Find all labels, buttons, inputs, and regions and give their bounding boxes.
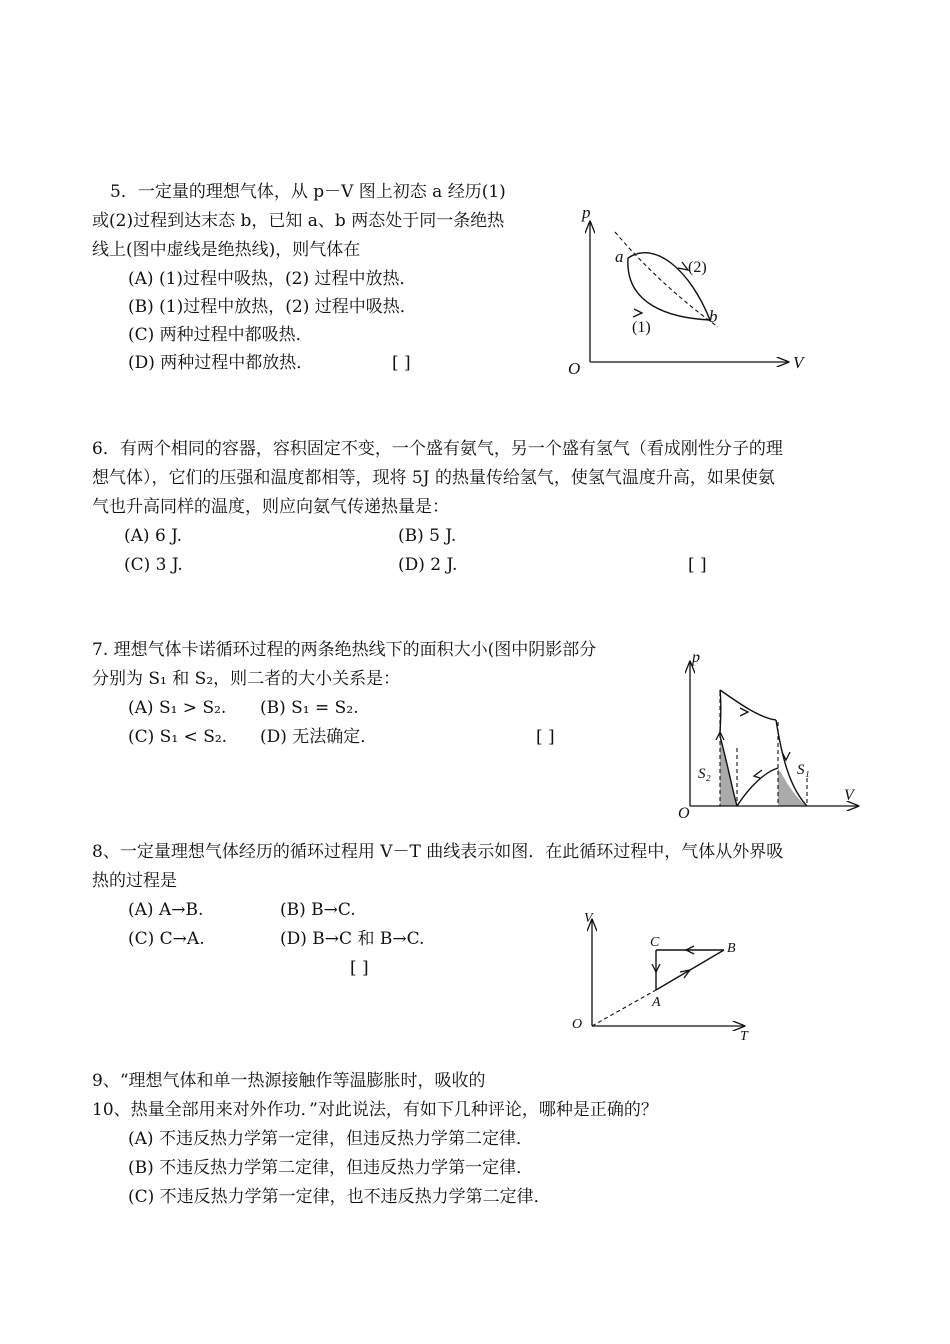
q7-arrow-bottom: [754, 770, 762, 778]
q9-stem-line-2: 10、热量全部用来对外作功．”对此说法，有如下几种评论，哪种是正确的？: [92, 1100, 658, 1120]
q5-option-c: (C) 两种过程中都吸热．: [128, 325, 313, 345]
q5-option-b: (B) (1)过程中放热，(2) 过程中吸热．: [128, 297, 417, 317]
q9-option-c: (C) 不违反热力学第一定律，也不违反热力学第二定律．: [128, 1187, 551, 1207]
q6-option-c: (C) 3 J.: [124, 555, 183, 575]
q7-p-label: p: [692, 649, 700, 666]
q6-option-b: (B) 5 J.: [398, 526, 457, 546]
q7-s2-label: S₂: [698, 766, 711, 782]
q9-option-b: (B) 不违反热力学第二定律，但违反热力学第一定律．: [128, 1158, 534, 1178]
q8-point-a: A: [652, 995, 661, 1010]
q5-p-label: p: [582, 203, 591, 222]
q8-point-b: B: [727, 941, 736, 956]
q7-carnot-diagram: [670, 648, 870, 820]
q5-state-a: a: [615, 247, 624, 266]
q5-origin-label: O: [568, 359, 581, 378]
q8-t-label: T: [740, 1029, 748, 1044]
q5-path-2-label: (2): [688, 259, 707, 276]
q7-s1-label: S₁: [797, 762, 810, 778]
q8-option-c: (C) C→A.: [128, 929, 205, 949]
q5-pv-diagram: [560, 200, 820, 380]
q8-stem-line-2: 热的过程是: [92, 871, 177, 891]
q5-arrow-2: [678, 262, 688, 270]
q8-origin-line: [592, 990, 656, 1026]
q8-option-d: (D) B→C 和 B→C.: [280, 929, 425, 949]
q9-stem-line-1: 9、“理想气体和单一热源接触作等温膨胀时，吸收的: [92, 1071, 486, 1091]
q5-answer-bracket: [ ]: [392, 353, 411, 373]
q8-option-b: (B) B→C.: [280, 900, 356, 920]
q7-stem-line-2: 分别为 S₁ 和 S₂，则二者的大小关系是：: [92, 669, 401, 689]
q7-option-c: (C) S₁ < S₂.: [128, 727, 228, 747]
q7-v-label: V: [844, 787, 854, 804]
q8-option-a: (A) A→B.: [128, 900, 204, 920]
q7-option-d: (D) 无法确定．: [260, 727, 378, 747]
q6-stem-line-3: 气也升高同样的温度，则应向氨气传递热量是：: [92, 497, 449, 517]
q8-arrow-ab: [680, 970, 690, 978]
q5-stem-line-3: 线上(图中虚线是绝热线)，则气体在: [92, 240, 361, 260]
q8-v-label: V: [584, 911, 593, 926]
q8-answer-bracket: [ ]: [350, 958, 369, 978]
q5-option-d: (D) 两种过程中都放热．: [128, 353, 314, 373]
q6-option-d: (D) 2 J.: [398, 555, 458, 575]
q7-isotherm-hot: [720, 690, 776, 720]
q8-vt-diagram: [566, 908, 766, 1043]
q7-option-a: (A) S₁ > S₂.: [128, 698, 227, 718]
q6-option-a: (A) 6 J.: [124, 526, 183, 546]
q5-stem-line-1: 5．一定量的理想气体，从 p－V 图上初态 a 经历(1): [110, 182, 506, 202]
q5-path-1-label: (1): [632, 319, 651, 336]
q7-origin-label: O: [678, 805, 690, 822]
q7-stem-line-1: 7. 理想气体卡诺循环过程的两条绝热线下的面积大小(图中阴影部分: [92, 640, 597, 660]
q7-option-b: (B) S₁ = S₂.: [260, 698, 359, 718]
q5-option-a: (A) (1)过程中吸热，(2) 过程中放热．: [128, 269, 417, 289]
q6-stem-line-2: 想气体），它们的压强和温度都相等，现将 5J 的热量传给氢气，使氢气温度升高，如果使氨: [92, 468, 775, 488]
q8-origin-label: O: [572, 1017, 583, 1032]
q5-stem-line-2: 或(2)过程到达末态 b，已知 a、b 两态处于同一条绝热: [92, 211, 505, 231]
q6-answer-bracket: [ ]: [688, 555, 707, 575]
q8-point-c: C: [650, 935, 660, 950]
q9-option-a: (A) 不违反热力学第一定律，但违反热力学第二定律．: [128, 1129, 533, 1149]
q6-stem-line-1: 6．有两个相同的容器，容积固定不变，一个盛有氨气，另一个盛有氢气（看成刚性分子的理: [92, 439, 783, 459]
q7-arrow-top: [740, 708, 748, 716]
q7-answer-bracket: [ ]: [536, 727, 555, 747]
q5-arrow-1: [633, 309, 642, 317]
q8-stem-line-1: 8、一定量理想气体经历的循环过程用 V－T 曲线表示如图．在此循环过程中，气体从外界吸: [92, 842, 784, 862]
q5-v-label: V: [793, 353, 804, 372]
q5-state-b: b: [709, 307, 718, 326]
